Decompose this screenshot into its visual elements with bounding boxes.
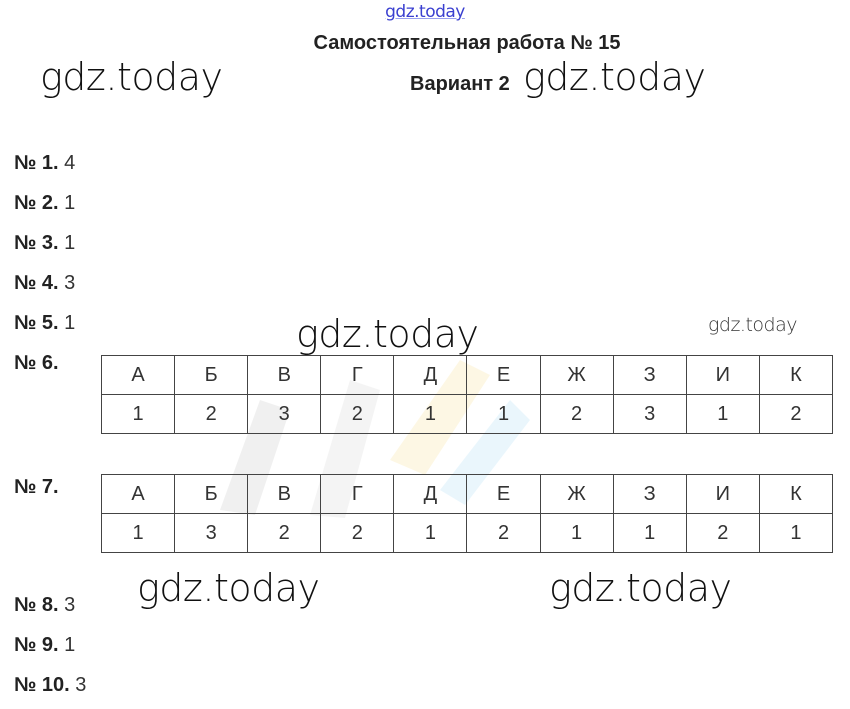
table-cell: З [613, 356, 686, 395]
table-cell: К [759, 475, 832, 514]
answer-label: № 7. [14, 476, 59, 498]
answer-row-4 [14, 272, 75, 295]
answer-value: 1 [64, 232, 76, 254]
top-watermark: gdz.today [385, 2, 465, 22]
table-cell: 1 [613, 514, 686, 553]
answer-value: 3 [64, 594, 76, 616]
answer-row-10 [14, 674, 86, 697]
answer-label: № 6. [14, 352, 59, 374]
answer-label: № 8. [14, 594, 59, 616]
table-cell: 1 [394, 395, 467, 434]
table-header-row [102, 475, 833, 514]
watermark-1: gdz.today [40, 55, 223, 99]
answer-value: 4 [64, 152, 76, 174]
answer-value: 3 [64, 272, 76, 294]
answer-row-8 [14, 594, 75, 617]
answer-row-5 [14, 312, 75, 335]
table-cell: 3 [248, 395, 321, 434]
table-cell: И [686, 475, 759, 514]
table-cell: Д [394, 475, 467, 514]
answer-value: 1 [64, 192, 76, 214]
watermark-4: gdz.today [708, 314, 797, 336]
answer-table-7 [101, 474, 833, 553]
table-cell: А [102, 475, 175, 514]
answer-label: № 4. [14, 272, 59, 294]
table-cell: 3 [613, 395, 686, 434]
table-cell: 2 [321, 395, 394, 434]
table-cell: Д [394, 356, 467, 395]
answer-row-9 [14, 634, 75, 657]
table-cell: Г [321, 475, 394, 514]
answer-value: 1 [64, 634, 76, 656]
table-cell: В [248, 356, 321, 395]
table-cell: 1 [686, 395, 759, 434]
answer-row-2 [14, 192, 75, 215]
table-cell: 2 [175, 395, 248, 434]
table-cell: И [686, 356, 759, 395]
watermark-2: gdz.today [523, 55, 706, 99]
table-cell: 1 [102, 514, 175, 553]
answer-row-1 [14, 152, 75, 175]
answer-row-3 [14, 232, 75, 255]
answer-label: № 5. [14, 312, 59, 334]
table-header-row [102, 356, 833, 395]
table-cell: Ж [540, 475, 613, 514]
watermark-5: gdz.today [137, 566, 320, 610]
table-cell: Ж [540, 356, 613, 395]
answer-label: № 3. [14, 232, 59, 254]
answer-label: № 9. [14, 634, 59, 656]
table-cell: 3 [175, 514, 248, 553]
table-cell: 1 [467, 395, 540, 434]
table-cell: А [102, 356, 175, 395]
answer-value: 3 [75, 674, 87, 696]
table-cell: Е [467, 356, 540, 395]
table-cell: 1 [540, 514, 613, 553]
answer-table-6 [101, 355, 833, 434]
table-cell: Г [321, 356, 394, 395]
watermark-3: gdz.today [296, 312, 479, 356]
variant-label: Вариант 2 [410, 73, 510, 95]
table-cell: 2 [321, 514, 394, 553]
table-cell: К [759, 356, 832, 395]
table-cell: Е [467, 475, 540, 514]
answer-value: 1 [64, 312, 76, 334]
table-cell: 2 [248, 514, 321, 553]
answer-label: № 1. [14, 152, 59, 174]
table-cell: 1 [394, 514, 467, 553]
table-cell: 2 [759, 395, 832, 434]
table-cell: З [613, 475, 686, 514]
watermark-6: gdz.today [549, 566, 732, 610]
table-cell: Б [175, 475, 248, 514]
answer-row-7 [14, 476, 59, 499]
table-cell: 2 [686, 514, 759, 553]
table-value-row [102, 395, 833, 434]
table-cell: 1 [759, 514, 832, 553]
answer-label: № 2. [14, 192, 59, 214]
table-cell: В [248, 475, 321, 514]
table-cell: Б [175, 356, 248, 395]
table-value-row [102, 514, 833, 553]
answer-row-6 [14, 352, 59, 375]
answer-label: № 10. [14, 674, 70, 696]
table-cell: 2 [467, 514, 540, 553]
table-cell: 1 [102, 395, 175, 434]
table-cell: 2 [540, 395, 613, 434]
page-title: Самостоятельная работа № 15 [313, 32, 621, 54]
